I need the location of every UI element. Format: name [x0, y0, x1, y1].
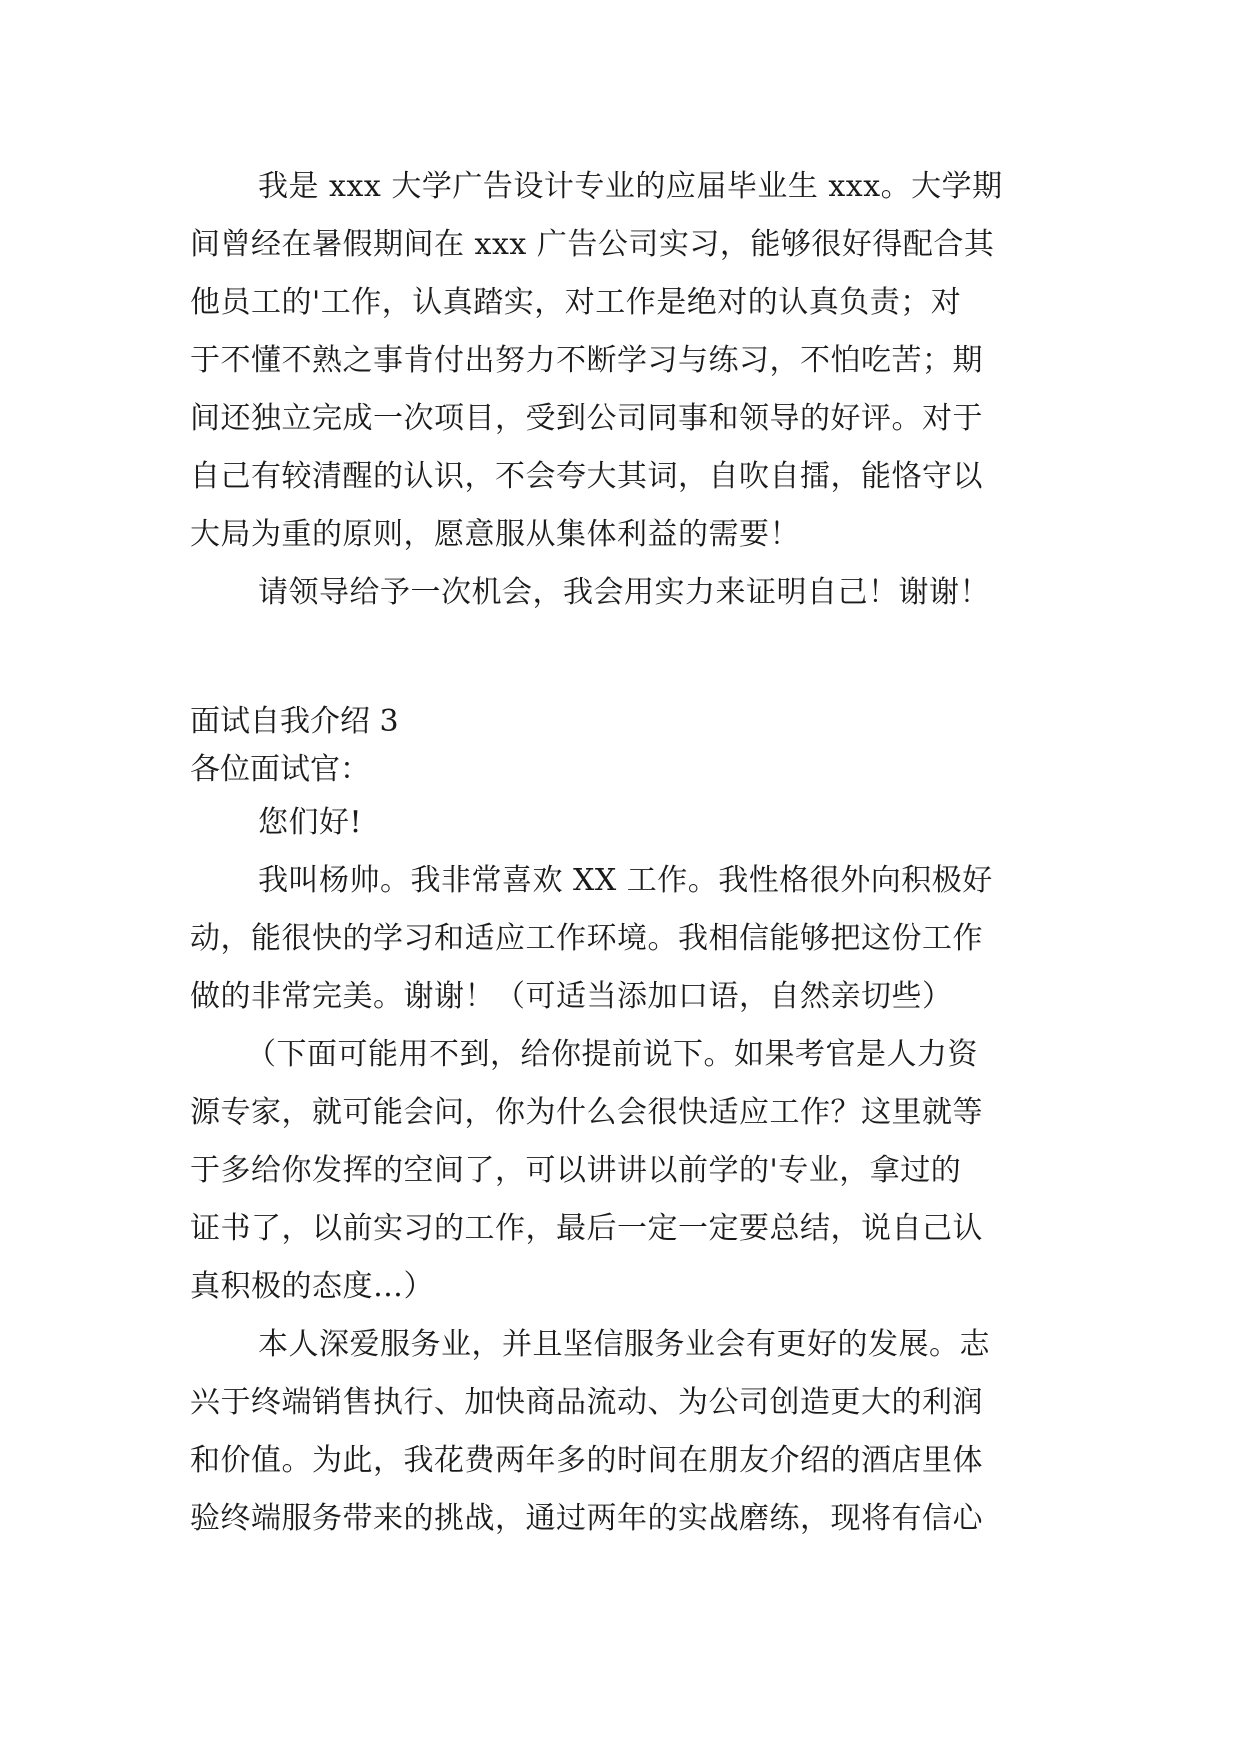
salutation: 各位面试官：	[190, 752, 370, 787]
paragraph-service	[190, 1316, 1070, 1548]
text-line: 间还独立完成一次项目，受到公司同事和领导的好评。对于	[190, 401, 983, 436]
text-line: 真积极的态度…）	[190, 1269, 434, 1304]
text-line: 验终端服务带来的挑战，通过两年的实战磨练，现将有信心	[190, 1501, 983, 1536]
text-line: （下面可能用不到，给你提前说下。如果考官是人力资	[246, 1037, 978, 1072]
text-line: 源专家，就可能会问，你为什么会很快适应工作？这里就等	[190, 1095, 983, 1130]
text-line: 做的非常完美。谢谢！（可适当添加口语，自然亲切些）	[190, 979, 953, 1014]
text-line: 和价值。为此，我花费两年多的时间在朋友介绍的酒店里体	[190, 1443, 983, 1478]
text-line: 间曾经在暑假期间在 xxx 广告公司实习，能够很好得配合其	[190, 227, 995, 262]
paragraph-note	[190, 1026, 1070, 1316]
text-line: 于多给你发挥的空间了，可以讲讲以前学的'专业，拿过的	[190, 1153, 962, 1188]
text-line: 本人深爱服务业，并且坚信服务业会有更好的发展。志	[258, 1327, 990, 1362]
text-line: 他员工的'工作，认真踏实，对工作是绝对的认真负责；对	[190, 285, 962, 320]
text-line: 证书了，以前实习的工作，最后一定一定要总结，说自己认	[190, 1211, 983, 1246]
section-spacer	[190, 622, 1070, 698]
text-line: 自己有较清醒的认识，不会夸大其词，自吹自擂，能恪守以	[190, 459, 983, 494]
text-line: 兴于终端销售执行、加快商品流动、为公司创造更大的利润	[190, 1385, 983, 1420]
document-page	[190, 158, 1070, 1548]
text-line: 大局为重的原则，愿意服从集体利益的需要！	[190, 517, 800, 552]
section-title: 面试自我介绍 3	[190, 704, 399, 739]
text-line: 动，能很快的学习和适应工作环境。我相信能够把这份工作	[190, 921, 983, 956]
paragraph-self-intro	[190, 852, 1070, 1026]
text-line: 于不懂不熟之事肯付出努力不断学习与练习，不怕吃苦；期	[190, 343, 983, 378]
text-line: 我是 xxx 大学广告设计专业的应届毕业生 xxx。大学期	[258, 169, 1003, 204]
paragraph-internship	[190, 158, 1070, 564]
text-line: 我叫杨帅。我非常喜欢 XX 工作。我性格很外向积极好	[258, 863, 993, 898]
paragraph-closing: 请领导给予一次机会，我会用实力来证明自己！谢谢！	[258, 575, 990, 610]
greeting: 您们好!	[258, 805, 363, 840]
